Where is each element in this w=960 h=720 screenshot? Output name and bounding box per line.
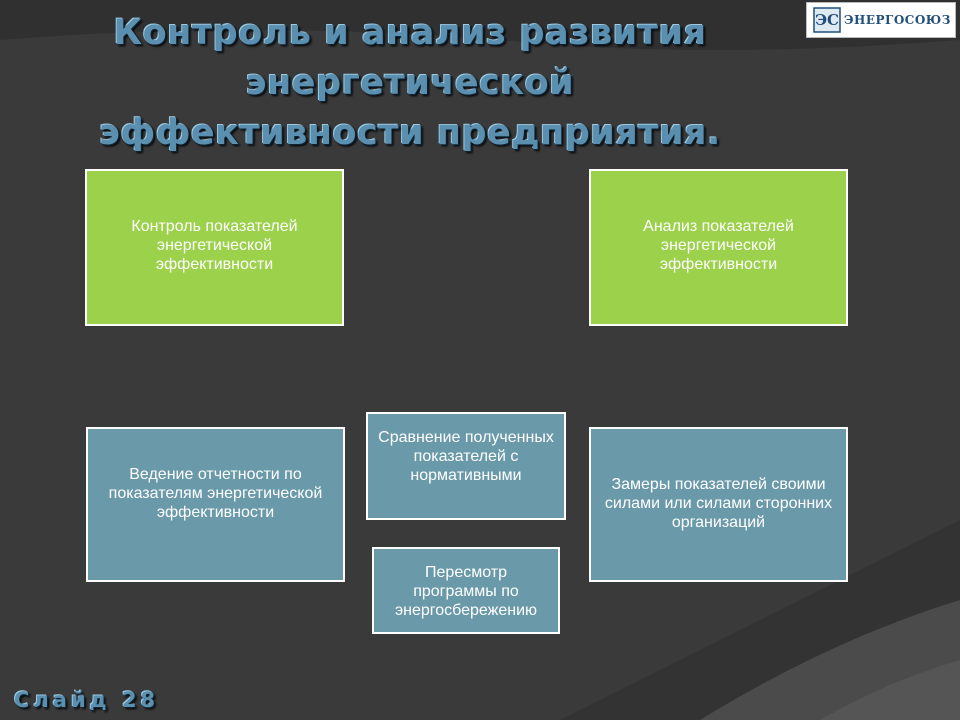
svg-text:ЭС: ЭС [815,11,839,29]
box-measurements-text: Замеры показателей своими силами или силами сторонних организаций [604,476,833,531]
company-logo [806,2,956,38]
box-measurements [589,427,848,582]
box-analysis-indicators-text: Анализ показателей энергетической эффективности [643,218,794,273]
box-comparison-text: Сравнение полученных показателей с нормативными [378,429,554,484]
logo-text: ЭНЕРГОСОЮЗ [844,13,951,27]
box-control-indicators [85,169,344,326]
box-analysis-indicators [589,169,848,326]
box-program-review [372,547,560,634]
box-reporting-text: Ведение отчетности по показателям энергетической эффективности [108,466,323,521]
slide-title: Контроль и анализ развития энергетической эффективности предприятия. [99,13,721,153]
energosoyuz-logo-icon [813,7,841,33]
box-control-indicators-text: Контроль показателей энергетической эффективности [131,218,298,273]
slide-number: Слайд 28 [14,688,160,712]
box-reporting [86,427,345,582]
box-program-review-text: Пересмотр программы по энергосбережению [394,564,538,619]
box-comparison [366,412,566,520]
